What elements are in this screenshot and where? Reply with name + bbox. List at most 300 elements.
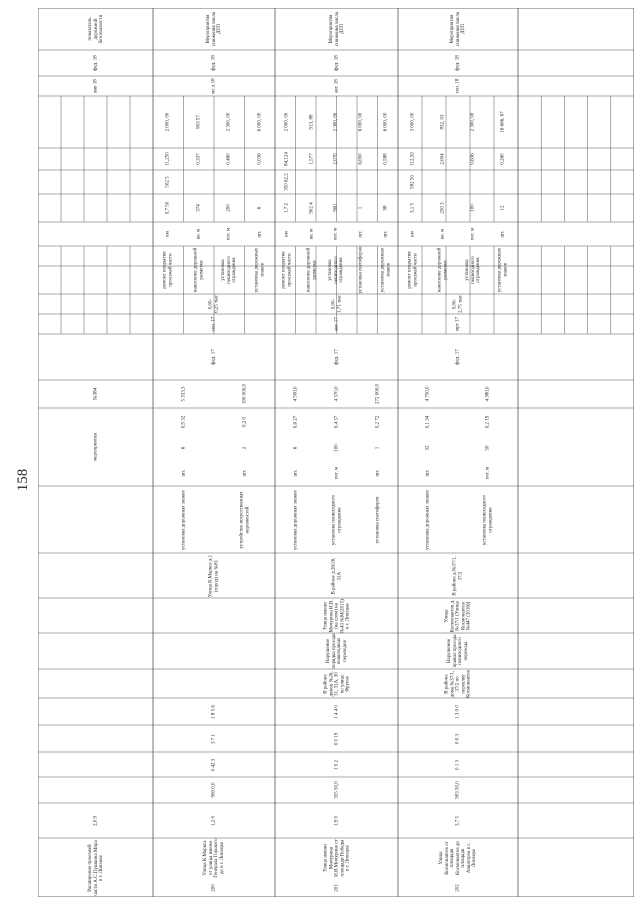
cell-text: 4 500,0: [292, 386, 298, 402]
header-measures: [38, 408, 153, 486]
cell-text: км: [284, 231, 290, 237]
cell-text: фед. 18: [333, 55, 339, 71]
cell-text: 0,2 19: [485, 415, 491, 429]
sum-cell: [324, 96, 349, 148]
cell-text: 1,7 2: [284, 203, 290, 213]
cell-text: установка дорожных знаков: [380, 247, 391, 293]
location-cell: [398, 838, 518, 878]
unit-cell: [324, 222, 349, 246]
cell-text: 350 62,2: [284, 173, 290, 191]
header-location: [38, 838, 153, 897]
unit-cell: [458, 222, 488, 246]
measure-cell: [184, 246, 215, 294]
cell-text: 6 000, 00: [382, 112, 388, 132]
site2-cell: [398, 598, 518, 633]
length-cell: [398, 803, 518, 838]
qty-cell: [458, 194, 488, 222]
cell-text: 0,6 27: [292, 415, 298, 429]
money-cell: [373, 148, 398, 170]
stat-cell: [398, 725, 518, 752]
cell-text: 0 0 3: [455, 733, 461, 744]
cell-text: 4 750,0: [425, 386, 431, 402]
cell-text: 903 57: [196, 115, 201, 129]
header-year: [38, 76, 153, 96]
unit-a-cell: [357, 460, 398, 486]
cell-text: 902 4: [309, 202, 315, 214]
measure-cell: [458, 246, 488, 294]
cell-text: Улица К.Маркса д.1 (город) на №81: [208, 554, 219, 597]
cell-text: шт.: [292, 469, 298, 477]
cell-text: нанесение дорожной разметки: [306, 247, 317, 293]
measure-a-cell: [153, 486, 214, 553]
money-cell: [488, 148, 518, 170]
code-cell: [184, 170, 215, 194]
cell-text: 0,636: [470, 153, 476, 165]
cell-text: 1 0 2: [333, 759, 339, 770]
cell-text: установка дорожных знаков: [497, 247, 508, 293]
qty-a-cell: [398, 436, 458, 460]
site-cell: [153, 553, 275, 598]
row-number: [153, 878, 275, 897]
plan-year-cell: [153, 314, 275, 334]
code-cell: [458, 170, 488, 194]
qty-cell: [428, 194, 458, 222]
cell-text: 0 42 3: [211, 758, 217, 771]
cell-text: Мероприятия снижения числа ДТП: [328, 11, 345, 47]
code-cell: [398, 170, 428, 194]
qty-cell: [300, 194, 325, 222]
measure-a-cell: [316, 486, 357, 553]
sum-cell: [275, 96, 300, 148]
year-cell: [153, 76, 275, 96]
total-cell: [398, 380, 458, 408]
unit-cell: [153, 222, 184, 246]
cell-text: 4 380,0: [485, 386, 491, 402]
total-cell: [214, 380, 275, 408]
cell-text: шт.: [257, 230, 262, 238]
total-cell: [316, 380, 357, 408]
code-cell: [214, 170, 245, 194]
unit-a-cell: [275, 460, 316, 486]
sum-cell: [398, 96, 428, 148]
price-cell: [316, 408, 357, 436]
sum-cell: [428, 96, 458, 148]
cell-text: В районе домов №26, 31, 31А, 30 по улице Фрунзе: [322, 670, 350, 697]
cell-text: 2 300, 00: [226, 112, 232, 132]
cell-text: кв. м: [440, 228, 446, 240]
unit-a-cell: [398, 460, 458, 486]
stat-cell: [275, 725, 398, 752]
measure-cell: [349, 246, 374, 294]
money-cell: [245, 148, 276, 170]
unit-cell: [300, 222, 325, 246]
cell-text: нанесение дорожной разметки: [193, 247, 204, 293]
note-cell: [153, 8, 275, 50]
sum-cell: [214, 96, 245, 148]
cell-text: 3 000, 00: [410, 112, 416, 132]
qty-cell: [214, 194, 245, 222]
cell-text: мрт 17: [455, 316, 461, 332]
cell-text: В районе д.№37/1, 37/2: [452, 555, 463, 596]
cell-text: сен. 17: [211, 316, 217, 332]
cell-text: 502 5: [165, 176, 171, 188]
qty-cell: [488, 194, 518, 222]
qty-a-cell: [316, 436, 357, 460]
cell-text: 903 50,0: [455, 781, 461, 799]
total-cell: [153, 380, 214, 408]
sum-cell: [458, 96, 488, 148]
cell-text: 0,7 50: [165, 201, 171, 215]
cell-text: 12: [500, 205, 506, 211]
cell-text: 6: [292, 446, 298, 450]
cell-text: фед. 18: [92, 55, 98, 71]
code-cell: [349, 170, 374, 194]
code-cell: [153, 170, 184, 194]
measure-a-cell: [458, 486, 518, 553]
cell-text: 272 000,0: [374, 384, 380, 404]
cell-text: установка дорожных знаков: [425, 489, 431, 550]
header-nr: [38, 380, 153, 408]
unit-cell: [373, 222, 398, 246]
code-cell: [428, 170, 458, 194]
qty-cell: [398, 194, 428, 222]
total-cell: [357, 380, 398, 408]
cell-text: 0,00- 0,25 тыс: [208, 295, 219, 313]
cell-text: установка пешеходного ограждения: [482, 494, 493, 545]
qty-cell: [245, 194, 276, 222]
measure-cell: [153, 246, 184, 294]
stat-cell: [153, 698, 275, 725]
cell-text: №384: [92, 387, 98, 401]
cell-text: 0,588: [382, 153, 388, 165]
cell-text: 112,50: [410, 152, 416, 166]
cell-text: Мероприятия снижения числа ДТП: [449, 11, 466, 47]
cell-text: шт.: [382, 230, 388, 238]
cell-text: 2,070: [333, 153, 339, 165]
qty-cell: [153, 194, 184, 222]
rotated-table: [38, 8, 634, 897]
code-cell: [373, 170, 398, 194]
cell-text: устройство искусственных неровностей: [239, 490, 250, 549]
cost-cell: [153, 294, 275, 314]
cell-text: 2,0 9: [92, 815, 98, 826]
cell-text: ремонт покрытия проезжей части: [281, 251, 293, 289]
sum-cell: [349, 96, 374, 148]
cell-text: 1 4 4 0: [333, 704, 339, 719]
cell-text: 1,577: [309, 153, 315, 165]
cell-text: 0,2 72: [374, 415, 380, 429]
total-cell: [275, 380, 316, 408]
unit-cell: [184, 222, 215, 246]
cell-text: 1: [374, 446, 380, 450]
page-number: 158: [15, 468, 31, 492]
money-cell: [184, 148, 215, 170]
code-cell: [488, 170, 518, 194]
cell-text: 50: [485, 445, 491, 451]
cell-text: 4 370,0: [333, 386, 339, 402]
cell-text: Улица К.Маркса от улицы имени Генерала Горького до в г. Липецке: [203, 838, 225, 878]
stat-cell: [398, 698, 518, 725]
unit-a-cell: [214, 460, 275, 486]
row-number: [275, 878, 398, 897]
cell-text: 0 0 19: [333, 732, 339, 745]
unit-cell: [428, 222, 458, 246]
plan-year-cell: [275, 314, 398, 334]
measure-cell: [275, 246, 300, 294]
cell-text: 5 333,3: [180, 386, 186, 402]
unit-a-cell: [153, 460, 214, 486]
cell-text: 84,124: [284, 152, 290, 166]
sum-cell: [153, 96, 184, 148]
cell-text: 100 000,0: [241, 384, 247, 404]
code-cell: [300, 170, 325, 194]
money-cell: [324, 148, 349, 170]
cell-text: фед. 18: [211, 55, 217, 71]
stat-cell: [398, 777, 518, 803]
cell-text: авг. 17: [333, 317, 339, 331]
cell-text: янв 18: [92, 79, 98, 93]
qty-a-cell: [275, 436, 316, 460]
cell-text: 2: [241, 446, 247, 450]
cell-text: Нарушение порядка проезда пешеходных переходов: [325, 633, 347, 669]
measure-a-cell: [214, 486, 275, 553]
cell-text: фед. 17: [333, 349, 339, 365]
cell-text: В районе д.26/26, 31А: [331, 556, 342, 595]
cause-cell: [398, 669, 518, 698]
cell-text: Улица имени Мичурина И.В.Мичурина от площади Победы в г. Липецке: [322, 839, 350, 877]
cell-text: 1,2 0: [211, 815, 217, 826]
price-cell: [357, 408, 398, 436]
cell-text: шт.: [500, 230, 506, 238]
cell-text: Нарушение правил проезда пешеходного перехода: [447, 634, 469, 668]
cell-text: 355 50,0: [333, 781, 339, 799]
total-cell: [458, 380, 518, 408]
cell-text: 6,000: [358, 153, 364, 165]
cell-text: шт.: [180, 469, 186, 477]
cell-text: авг. 18: [333, 79, 339, 93]
cell-text: пог. м: [333, 227, 339, 241]
cell-text: 2 000, 00: [165, 112, 171, 132]
cell-text: 0,2 0: [241, 417, 247, 427]
cell-text: 1: [358, 206, 364, 210]
cell-text: 1,9 0: [333, 815, 339, 826]
sum-cell: [373, 96, 398, 148]
cell-text: 832, 03: [440, 114, 446, 130]
cost-cell: [398, 294, 518, 314]
cell-text: 6: [180, 446, 186, 450]
stat-cell: [153, 777, 275, 803]
cell-text: установка светофоров: [374, 495, 380, 544]
cell-text: 98: [382, 205, 388, 211]
cell-text: 374: [196, 204, 201, 212]
cost-cell: [275, 294, 398, 314]
cell-text: 0,337: [196, 153, 201, 165]
cell-text: фед. 17: [455, 349, 461, 365]
cell-text: шт.: [358, 230, 364, 238]
note-cell: [275, 8, 398, 50]
note-cell: [398, 8, 518, 50]
money-cell: [398, 148, 428, 170]
site-cell: [398, 553, 518, 598]
location-cell: [153, 838, 275, 878]
qty-cell: [275, 194, 300, 222]
unit-cell: [349, 222, 374, 246]
cell-text: 0,9 32: [180, 415, 186, 429]
measure-cell: [324, 246, 349, 294]
cell-text: 1 3 0 0: [455, 704, 461, 719]
cell-text: 582 50: [410, 175, 416, 189]
money-cell: [275, 148, 300, 170]
cell-text: 202: [455, 883, 461, 892]
qty-cell: [184, 194, 215, 222]
cell-text: 3,1 5: [410, 203, 416, 213]
cell-text: 200: [211, 883, 217, 892]
cell-text: Улица Космонавтов от площади Космонавтов до площади Авиаторов в г. Липецке: [438, 841, 477, 875]
cell-text: пог. м: [470, 227, 476, 241]
price-cell: [398, 408, 458, 436]
cell-text: км: [410, 231, 416, 237]
cell-text: 11,250: [165, 152, 171, 166]
money-cell: [153, 148, 184, 170]
cell-text: 0,260: [500, 153, 506, 165]
code-cell: [245, 170, 276, 194]
qty-cell: [373, 194, 398, 222]
cause2-cell: [398, 633, 518, 669]
fund-cell: [275, 50, 398, 76]
cell-text: 3,7 5: [455, 815, 461, 826]
plan-fund-cell: [275, 334, 398, 380]
price-cell: [458, 408, 518, 436]
unit-cell: [214, 222, 245, 246]
cell-text: установка пешеходного ограждения: [464, 256, 481, 284]
cell-text: 32: [425, 445, 431, 451]
qty-a-cell: [214, 436, 275, 460]
qty-cell: [349, 194, 374, 222]
measure-cell: [245, 246, 276, 294]
stat-cell: [153, 752, 275, 777]
cell-text: фед. 18: [455, 55, 461, 71]
sum-cell: [300, 96, 325, 148]
cell-text: 900: [333, 204, 339, 212]
unit-cell: [488, 222, 518, 246]
fund-cell: [153, 50, 275, 76]
measure-cell: [214, 246, 245, 294]
code-cell: [275, 170, 300, 194]
cell-text: Улица имени Мичурина И.В.(на слом) на №43 №М(2015) в г. Липецке: [322, 598, 350, 633]
location-cell: [275, 838, 398, 878]
qty-a-cell: [357, 436, 398, 460]
cell-text: 913, 88: [309, 114, 315, 130]
price-cell: [275, 408, 316, 436]
cell-text: мероприятия: [92, 433, 98, 461]
stat-cell: [275, 752, 398, 777]
cell-text: кв. м: [309, 228, 315, 240]
cell-text: Расширение проезжей части А.С.Пушкина Мира в г. Липецке: [87, 839, 104, 896]
stat-cell: [275, 698, 398, 725]
qty-a-cell: [153, 436, 214, 460]
plan-year-cell: [398, 314, 518, 334]
unit-a-cell: [458, 460, 518, 486]
cell-text: кв. м: [196, 228, 201, 240]
cell-text: Мероприятия снижения числа ДТП: [205, 11, 222, 47]
cell-text: 2 000, 00: [284, 112, 290, 132]
header-fund: [38, 50, 153, 76]
measure-cell: [398, 246, 428, 294]
measure-a-cell: [275, 486, 316, 553]
cell-text: 6: [257, 206, 262, 210]
cell-text: 0 1 3: [455, 759, 461, 770]
cell-text: Улица Космонавтов д.№37/1 (Улица Космонавтов №447 (2016)): [444, 599, 472, 632]
cell-text: установка дорожных знаков: [180, 489, 186, 550]
row-number: [398, 878, 518, 897]
money-cell: [458, 148, 488, 170]
cell-text: нанесение дорожной разметки: [437, 247, 448, 293]
stat-cell: [275, 777, 398, 803]
money-cell: [214, 148, 245, 170]
plan-fund-cell: [398, 334, 518, 380]
cell-text: установка дорожных знаков: [254, 247, 265, 293]
cell-text: км: [165, 231, 171, 237]
cell-text: 3 7 1: [211, 733, 217, 744]
cell-text: В районе дома №37/1, 37/2 по переулку Космонавтов: [444, 669, 472, 698]
cell-text: 250 3: [440, 202, 446, 214]
cell-text: 2 300, 00: [333, 112, 339, 132]
measure-cell: [488, 246, 518, 294]
length-cell: [153, 803, 275, 838]
cell-text: 16 666, 67: [500, 111, 506, 133]
cell-text: 0,00- 2,75 тыс: [452, 295, 463, 313]
cell-text: ремонт покрытия проезжей части: [407, 251, 418, 289]
measure-a-cell: [398, 486, 458, 553]
site2-cell: [275, 598, 398, 633]
cell-text: 900 0,0: [211, 782, 217, 798]
header-note: [38, 8, 153, 50]
cell-text: ремонт покрытия проезжей части: [162, 251, 174, 289]
cell-text: показатель дорожной безопасности: [87, 14, 104, 44]
cause2-cell: [275, 633, 398, 669]
sum-cell: [184, 96, 215, 148]
cell-text: 0,4 37: [333, 415, 339, 429]
money-cell: [349, 148, 374, 170]
measure-cell: [428, 246, 458, 294]
cause-cell: [275, 669, 398, 698]
plan-fund-cell: [153, 334, 275, 380]
length-cell: [275, 803, 398, 838]
unit-cell: [275, 222, 300, 246]
cell-text: установка дорожных знаков: [292, 489, 298, 550]
cell-text: 2 300, 00: [470, 112, 476, 132]
price-cell: [153, 408, 214, 436]
qty-a-cell: [458, 436, 518, 460]
cell-text: 201: [333, 883, 339, 892]
cell-text: мс л.18: [211, 78, 217, 94]
cell-text: установка пешеходного ограждения: [221, 256, 237, 284]
year-cell: [275, 76, 398, 96]
cell-text: пог. м: [333, 466, 339, 480]
cell-text: пог. м: [485, 466, 491, 480]
cell-text: 1 8 5 6: [211, 704, 217, 719]
cell-text: 100: [333, 444, 339, 452]
measure-a-cell: [357, 486, 398, 553]
measure-cell: [300, 246, 325, 294]
cell-text: пог. м: [226, 227, 232, 241]
unit-cell: [398, 222, 428, 246]
money-cell: [300, 148, 325, 170]
price-cell: [214, 408, 275, 436]
cell-text: шт.: [374, 469, 380, 477]
header-length: [38, 803, 153, 838]
cell-text: 0,1 34: [425, 415, 431, 429]
